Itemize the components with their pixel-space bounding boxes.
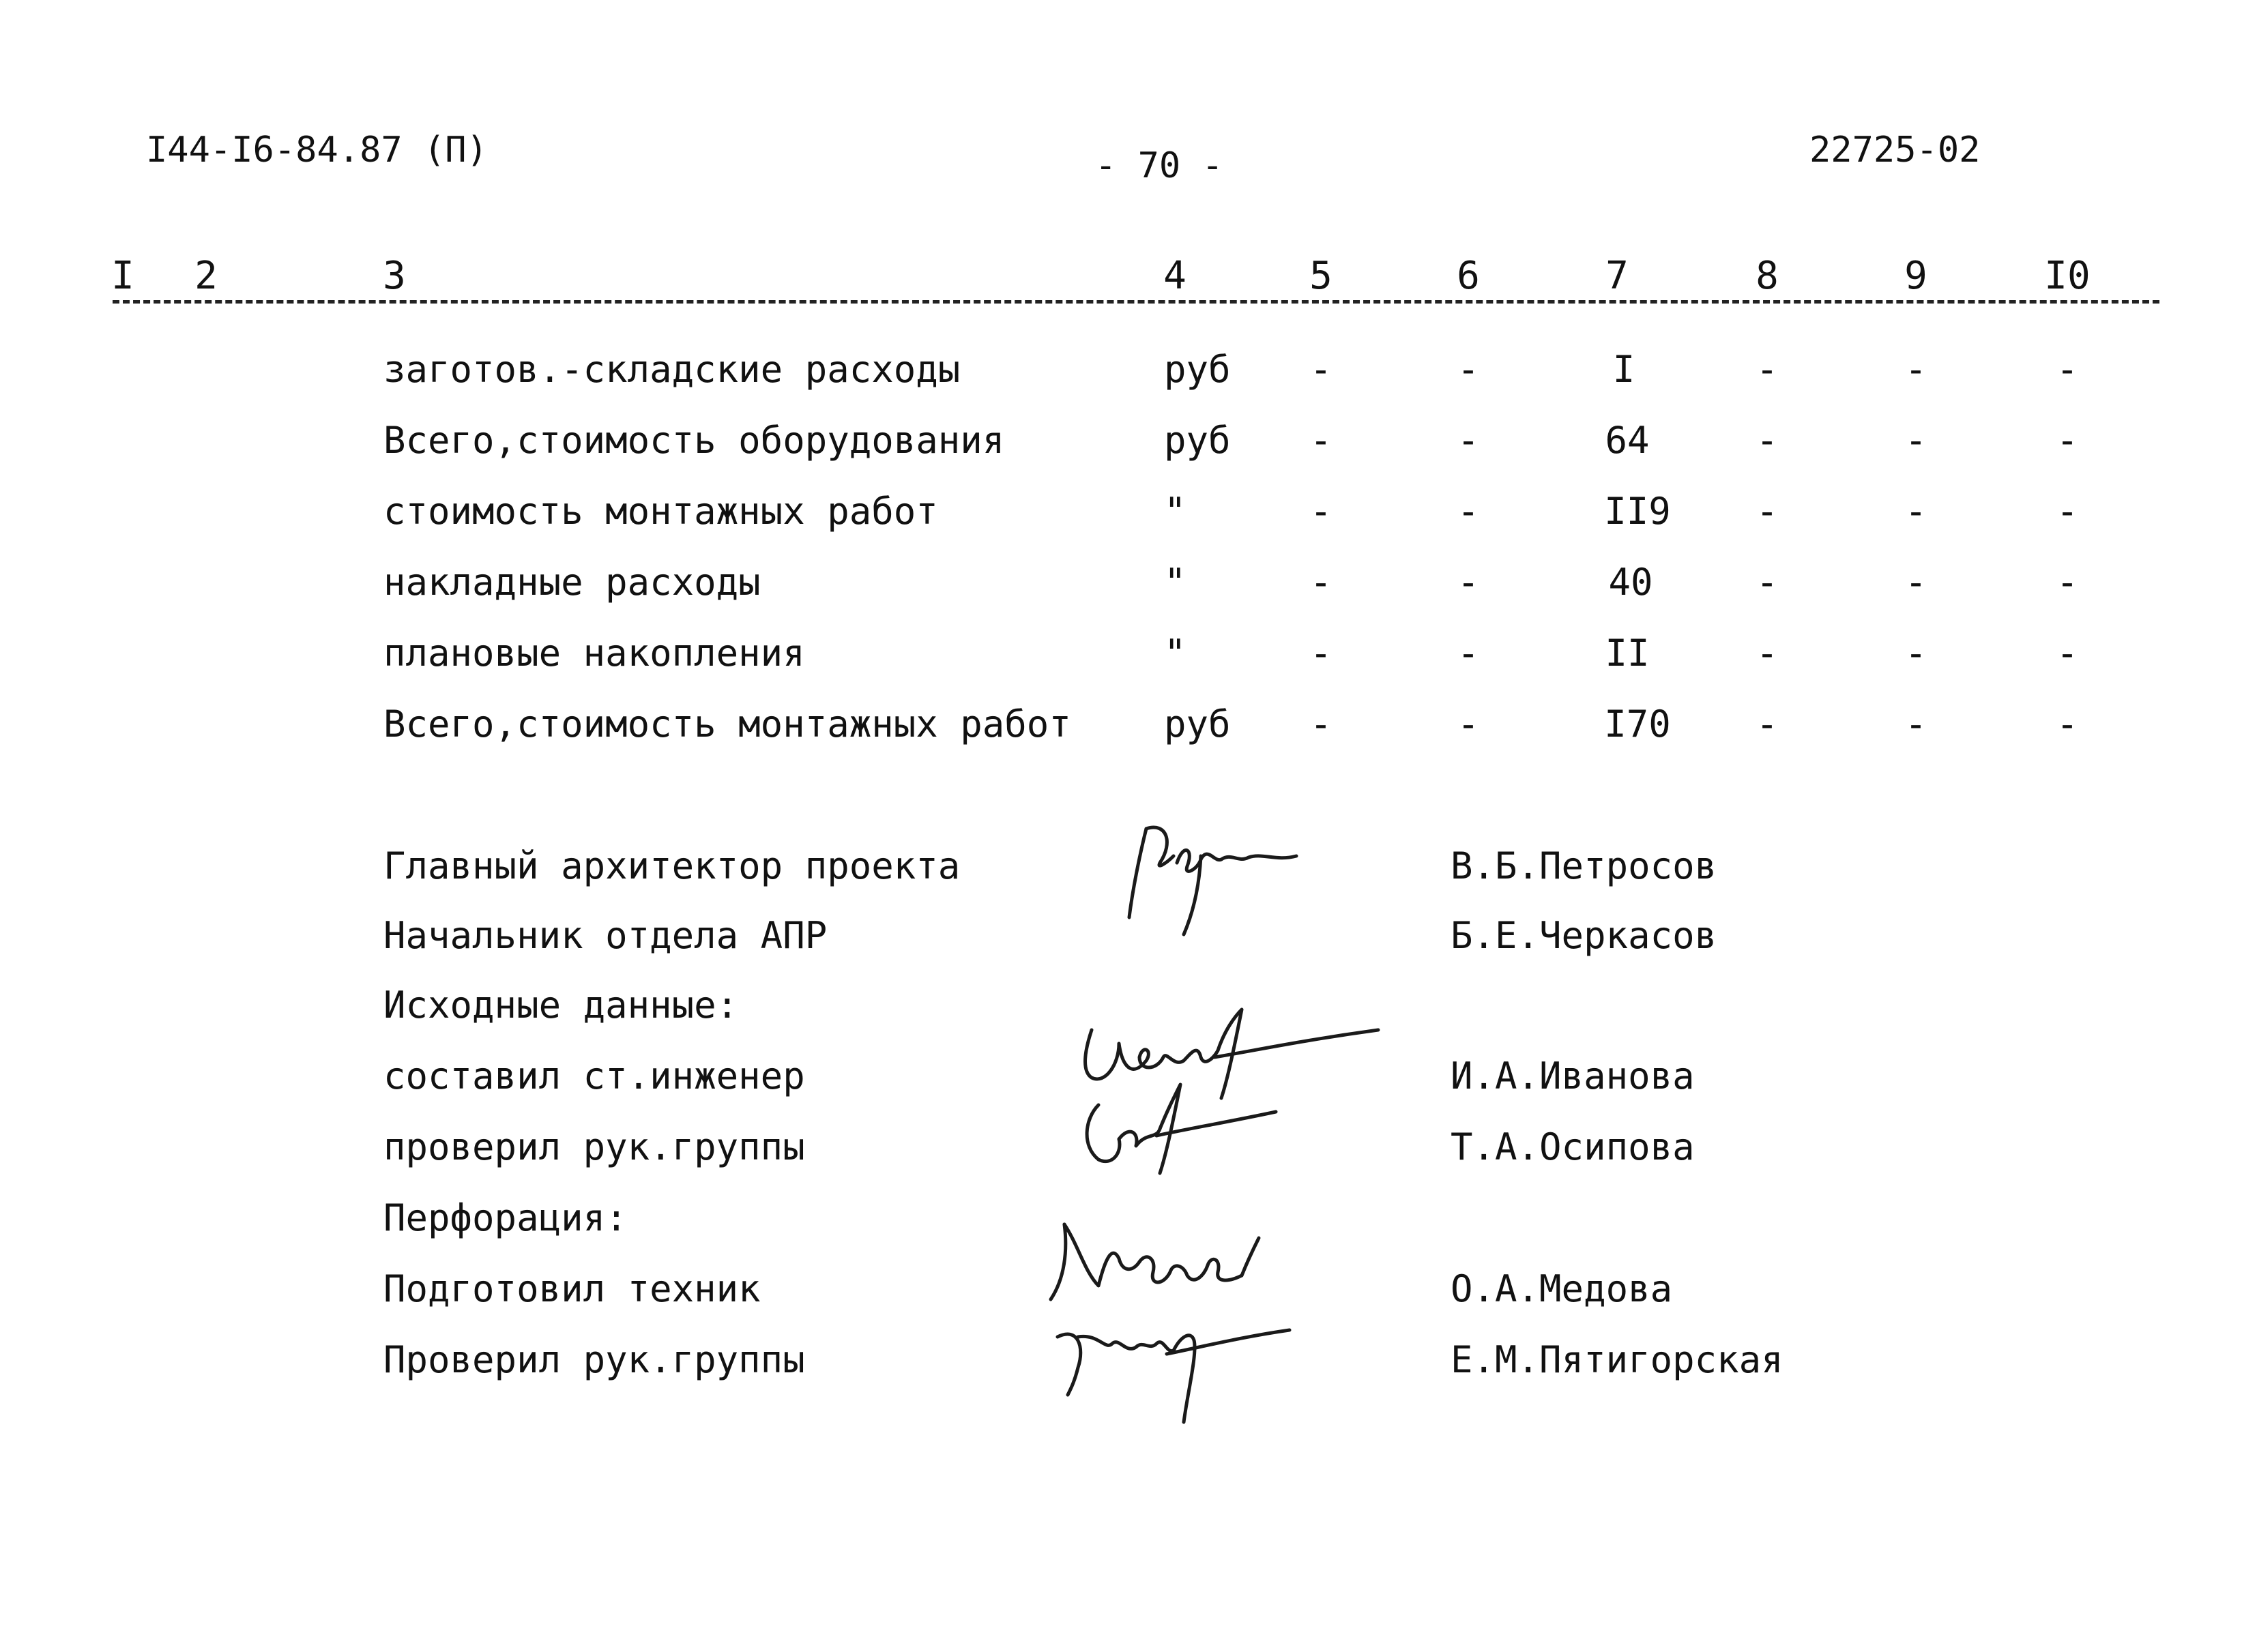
column-number: 9 xyxy=(1904,254,1927,298)
column-number: I xyxy=(111,254,134,298)
signatory-name: О.А.Медова xyxy=(1451,1267,1673,1310)
cell-col10: - xyxy=(2056,561,2079,604)
signatory-title: Проверил рук.группы xyxy=(383,1338,805,1381)
signatory-title: проверил рук.группы xyxy=(383,1125,805,1168)
cell-col8: - xyxy=(1756,419,1779,462)
cell-col10: - xyxy=(2056,348,2079,391)
section-heading: Перфорация: xyxy=(383,1196,628,1239)
column-number: 4 xyxy=(1163,254,1186,298)
signatory-title: составил ст.инженер xyxy=(383,1054,805,1097)
cell-col5: - xyxy=(1309,419,1333,462)
cell-col9: - xyxy=(1904,348,1927,391)
row-unit: " xyxy=(1164,490,1186,533)
signatory-title: Главный архитектор проекта xyxy=(383,844,961,887)
signature-ivanova-osipova xyxy=(1071,1003,1385,1180)
cell-col9: - xyxy=(1904,490,1927,533)
cell-col6: - xyxy=(1457,561,1480,604)
inventory-number: 22725-02 xyxy=(1809,130,1981,171)
cell-col8: - xyxy=(1756,703,1779,746)
column-number: I0 xyxy=(2044,254,2091,298)
row-label: плановые накопления xyxy=(383,632,805,675)
cell-col8: - xyxy=(1756,348,1779,391)
signatory-title: Начальник отдела АПР xyxy=(383,914,828,957)
row-label: Всего,стоимость монтажных работ xyxy=(383,703,1071,746)
cell-col10: - xyxy=(2056,632,2079,675)
cell-col8: - xyxy=(1756,561,1779,604)
cell-col6: - xyxy=(1457,490,1480,533)
cell-col9: - xyxy=(1904,632,1927,675)
cell-col5: - xyxy=(1309,490,1333,533)
row-unit: руб xyxy=(1164,703,1231,746)
section-heading: Исходные данные: xyxy=(383,984,739,1027)
cell-col7: 64 xyxy=(1605,419,1650,462)
signatory-name: В.Б.Петросов xyxy=(1451,844,1717,887)
row-unit: руб xyxy=(1164,348,1231,391)
cell-col7: II9 xyxy=(1604,490,1671,533)
cell-col7: I xyxy=(1612,348,1635,391)
cell-col10: - xyxy=(2056,419,2079,462)
row-label: стоимость монтажных работ xyxy=(383,490,938,533)
row-unit: " xyxy=(1164,632,1186,675)
row-label: заготов.-складские расходы xyxy=(383,348,961,391)
cell-col6: - xyxy=(1457,348,1480,391)
cell-col6: - xyxy=(1457,703,1480,746)
cell-col6: - xyxy=(1457,419,1480,462)
row-unit: руб xyxy=(1164,419,1231,462)
signatory-title: Подготовил техник xyxy=(383,1267,761,1310)
cell-col10: - xyxy=(2056,490,2079,533)
cell-col9: - xyxy=(1904,561,1927,604)
cell-col8: - xyxy=(1756,632,1779,675)
cell-col9: - xyxy=(1904,419,1927,462)
signatory-name: И.А.Иванова xyxy=(1451,1054,1695,1097)
cell-col5: - xyxy=(1309,561,1333,604)
cell-col9: - xyxy=(1904,703,1927,746)
row-label: Всего,стоимость оборудования xyxy=(383,419,1005,462)
row-unit: " xyxy=(1164,561,1186,604)
column-number: 6 xyxy=(1457,254,1480,298)
cell-col10: - xyxy=(2056,703,2079,746)
cell-col8: - xyxy=(1756,490,1779,533)
cell-col5: - xyxy=(1309,703,1333,746)
column-number: 7 xyxy=(1605,254,1629,298)
header-divider xyxy=(113,300,2159,304)
signatory-name: Е.М.Пятигорская xyxy=(1451,1338,1783,1381)
cell-col7: I70 xyxy=(1604,703,1671,746)
cell-col5: - xyxy=(1309,348,1333,391)
cell-col5: - xyxy=(1309,632,1333,675)
column-number: 3 xyxy=(383,254,406,298)
signatory-name: Т.А.Осипова xyxy=(1451,1125,1695,1168)
cell-col6: - xyxy=(1457,632,1480,675)
cell-col7: 40 xyxy=(1608,561,1653,604)
column-number: 8 xyxy=(1756,254,1779,298)
cell-col7: II xyxy=(1605,632,1650,675)
column-number: 5 xyxy=(1309,254,1333,298)
signature-petrosov xyxy=(1119,815,1317,938)
page-number: - 70 - xyxy=(1095,145,1223,186)
signatory-name: Б.Е.Черкасов xyxy=(1451,914,1717,957)
document-code: I44-I6-84.87 (П) xyxy=(146,130,488,171)
signature-medova-pyatigorskaya xyxy=(1037,1218,1324,1436)
column-number: 2 xyxy=(194,254,218,298)
row-label: накладные расходы xyxy=(383,561,761,604)
